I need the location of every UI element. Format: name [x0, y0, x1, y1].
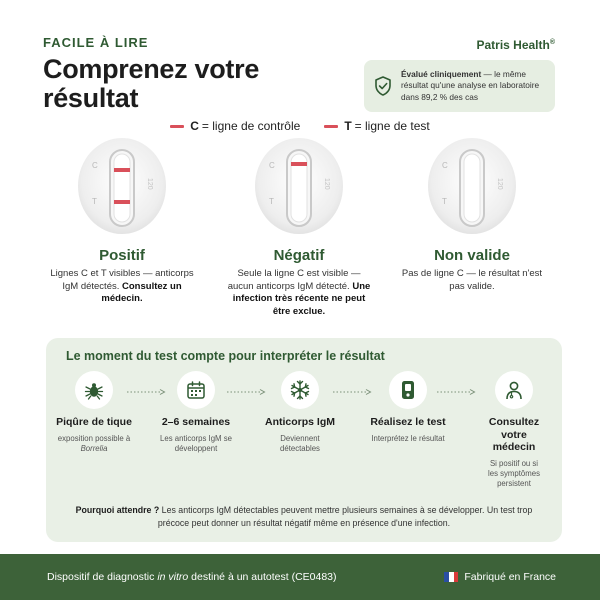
- legend-c-text: = ligne de contrôle: [201, 119, 301, 133]
- step-circle: [177, 371, 215, 409]
- step-circle: [281, 371, 319, 409]
- step-title: Anticorps IgM: [265, 416, 335, 428]
- footer-made-in-text: Fabriqué en France: [464, 571, 556, 583]
- calendar-icon: [185, 379, 207, 401]
- cassette-t-label: T: [442, 197, 447, 206]
- badge-text-body: — le même résultat qu'une analyse en laboratoire dans 89,2 % des cas: [401, 68, 540, 102]
- step-title: Piqûre de tique: [56, 416, 132, 428]
- brand-registered-mark: ®: [549, 39, 555, 46]
- legend-test-line: [324, 119, 429, 133]
- cassette-invalid-icon: [426, 138, 518, 238]
- dotted-arrow-icon: [436, 389, 476, 395]
- footer-regulatory-text: [47, 571, 337, 583]
- timeline-step-tick-bite: [54, 371, 134, 454]
- page-title-line-1: Comprenez votre: [43, 54, 260, 84]
- footer-bar: [0, 554, 600, 600]
- red-line-swatch-icon: [324, 125, 338, 128]
- timing-panel: [46, 338, 562, 542]
- step-desc-text: exposition possible à: [57, 433, 131, 443]
- test-cassette-invalid: [426, 138, 518, 238]
- step-title: Consultez votre médecin: [488, 416, 540, 453]
- test-cassette-negative: [253, 138, 345, 238]
- result-desc-text: Pas de ligne C — le résultat n'est pas valide.: [401, 268, 543, 292]
- result-title-invalid: Non valide: [434, 247, 510, 264]
- timing-note: [66, 504, 542, 529]
- legend-c-letter: C: [190, 119, 199, 133]
- result-desc-text: Lignes C et T visibles — anticorps IgM détectés.: [50, 268, 194, 292]
- cassette-side-number: 120: [146, 178, 153, 190]
- cassette-side-number: 120: [496, 178, 503, 190]
- result-desc-bold: Consultez un médecin.: [101, 280, 182, 304]
- line-legend: [0, 119, 600, 133]
- doctor-icon: [503, 379, 525, 401]
- brand-name: [476, 38, 555, 52]
- result-title-negative: Négatif: [273, 247, 325, 264]
- shield-check-icon: [374, 76, 392, 96]
- legend-t-letter: T: [344, 119, 352, 133]
- result-desc-bold: Une infection très récente ne peut être exclue.: [232, 280, 371, 317]
- legend-control-line: [170, 119, 300, 133]
- badge-text: [401, 69, 547, 104]
- test-cassette-positive: [76, 138, 168, 238]
- result-desc-text: Seule la ligne C est visible — aucun anticorps IgM détecté.: [227, 268, 361, 292]
- step-desc-italic: Borrelia: [80, 443, 108, 453]
- footer-text-italic: in vitro: [157, 571, 189, 583]
- timeline-step-do-test: [368, 371, 448, 444]
- cassette-positive-icon: [76, 138, 168, 238]
- cassette-t-label: T: [92, 197, 97, 206]
- step-circle: [75, 371, 113, 409]
- cassette-c-label: C: [269, 161, 275, 170]
- step-desc: [54, 434, 134, 454]
- cassette-side-number: 120: [323, 178, 330, 190]
- step-desc: Les anticorps IgM se développent: [160, 433, 232, 453]
- antibody-icon: [288, 378, 312, 402]
- french-flag-icon: [444, 572, 458, 582]
- footer-text-before: Dispositif de diagnostic: [47, 571, 158, 583]
- footer-text-after: destiné à un autotest (CE0483): [188, 571, 337, 583]
- test-cassette-icon: [397, 379, 419, 401]
- step-title: 2–6 semaines: [161, 416, 231, 428]
- result-desc-positive: [47, 268, 197, 306]
- page-title: [43, 55, 259, 113]
- red-line-swatch-icon: [170, 125, 184, 128]
- brand-text: Patris Health: [476, 38, 550, 52]
- cassette-c-label: C: [442, 161, 448, 170]
- timeline-step-weeks: [156, 371, 236, 454]
- cassette-t-label: T: [269, 197, 274, 206]
- timeline-step-see-doctor: [474, 371, 554, 489]
- timing-note-text: Les anticorps IgM détectables peuvent mettre plusieurs semaines à se développer. Un test trop précoce peut donner un résultat négatif même en présence d'une infection.: [157, 505, 533, 528]
- result-desc-negative: [224, 268, 374, 318]
- step-desc: Deviennent détectables: [280, 433, 320, 453]
- result-desc-invalid: [397, 268, 547, 293]
- footer-made-in: [444, 571, 556, 583]
- clinical-evaluation-badge: [364, 60, 555, 112]
- step-desc: Si positif ou si les symptômes persistent: [488, 458, 540, 488]
- timeline-step-antibodies: [260, 371, 340, 454]
- legend-t-text: = ligne de test: [354, 119, 430, 133]
- step-circle: [389, 371, 427, 409]
- result-title-positive: Positif: [99, 247, 145, 264]
- dotted-arrow-icon: [332, 389, 372, 395]
- eyebrow-label: FACILE À LIRE: [43, 35, 149, 50]
- timing-panel-title: Le moment du test compte pour interpréter le résultat: [66, 349, 385, 363]
- tick-icon: [83, 379, 105, 401]
- page-title-line-2: résultat: [43, 83, 139, 113]
- cassette-c-label: C: [92, 161, 98, 170]
- step-circle: [495, 371, 533, 409]
- badge-text-bold: Évalué cliniquement: [401, 68, 482, 79]
- step-title: Réalisez le test: [370, 416, 446, 428]
- cassette-negative-icon: [253, 138, 345, 238]
- timing-note-bold: Pourquoi attendre ?: [75, 505, 160, 515]
- step-desc: Interprétez le résultat: [371, 433, 445, 443]
